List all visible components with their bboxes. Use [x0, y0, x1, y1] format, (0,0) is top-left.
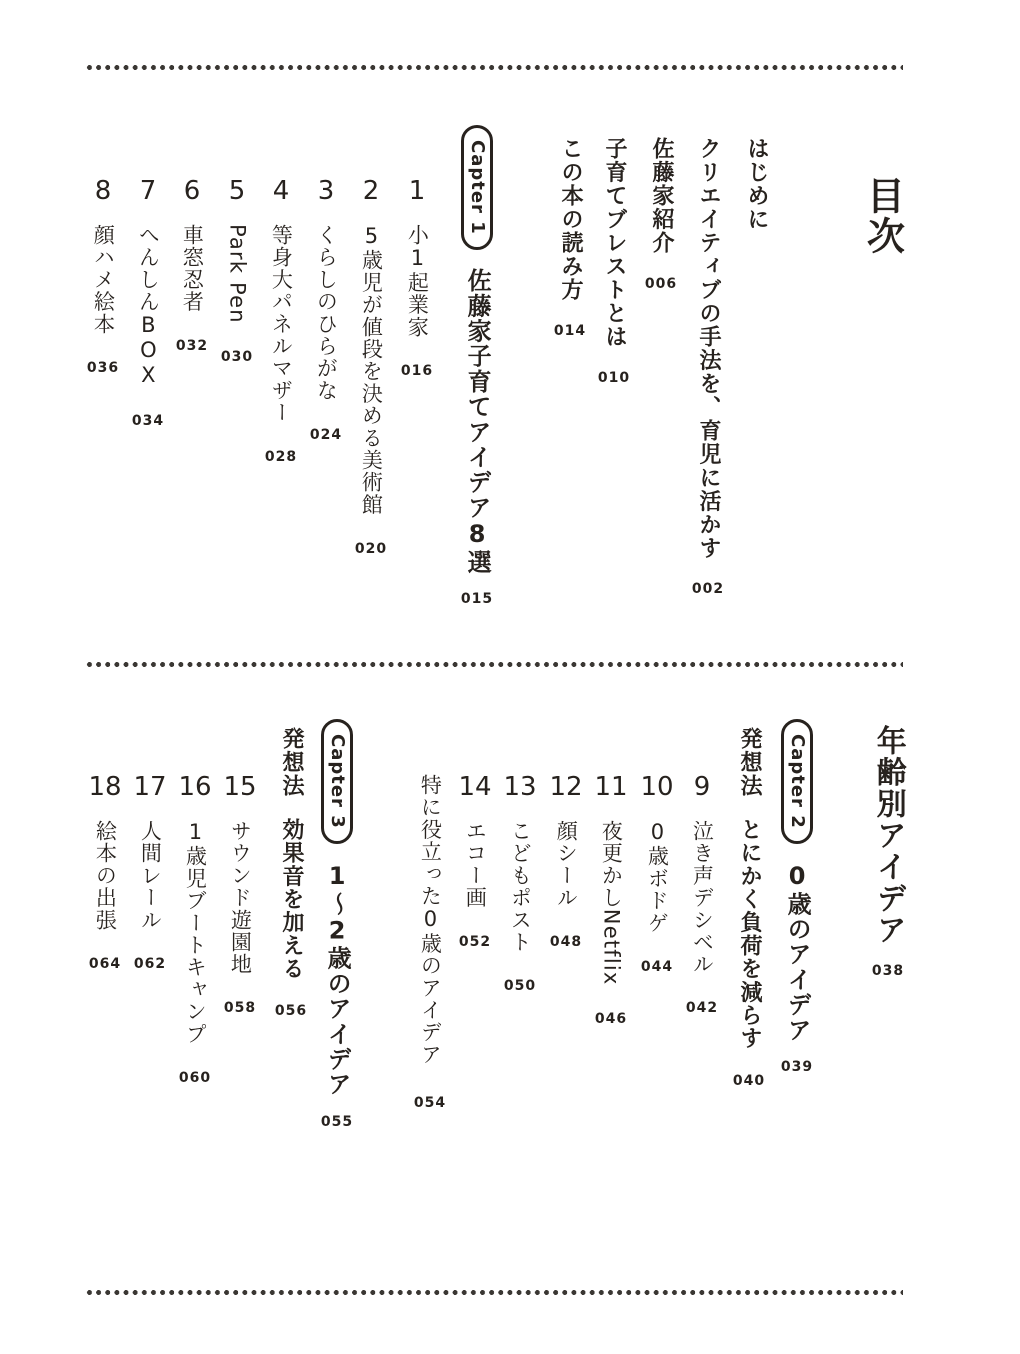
entry-title: エコー画 [463, 820, 488, 909]
entry-title: 車窓忍者 [180, 224, 205, 313]
toc-entry-6 [172, 178, 212, 353]
entry-number: 13 [503, 772, 537, 802]
part2-title-text: 年齢別アイデア [870, 725, 906, 946]
toc-entry-10 [637, 774, 677, 974]
method-label: 発想法 [278, 727, 304, 798]
toc-entry-17 [130, 774, 170, 971]
entry-number: 14 [458, 772, 492, 802]
entry-number: 5 [228, 176, 246, 206]
item-title: この本の読み方 [557, 137, 583, 302]
item-page: 010 [597, 369, 631, 386]
toc-entry-14 [455, 774, 495, 949]
entry-number: 10 [640, 772, 674, 802]
chapter2-title: 0歳のアイデア [783, 861, 812, 1043]
item-page: 002 [691, 581, 725, 597]
entry-number: 4 [272, 176, 290, 206]
chapter3-title: 1〜2歳のアイデア [323, 861, 352, 1097]
method-page: 056 [274, 1002, 308, 1019]
chapter2-highlight [411, 774, 449, 1110]
entry-number: 12 [549, 772, 583, 802]
chapter2-method [730, 727, 768, 1088]
toc-entry-3 [306, 178, 346, 442]
highlight-title: 特に役立った0歳のアイデア [418, 774, 443, 1066]
chapter3-heading [313, 719, 361, 1129]
entry-number: 6 [183, 176, 201, 206]
toc-entry-4 [261, 178, 301, 464]
entry-title: 絵本の出張 [93, 820, 118, 931]
entry-page: 032 [175, 337, 209, 354]
entry-page: 058 [223, 1000, 257, 1017]
part2-title [862, 725, 914, 978]
entry-title: 0歳ボドゲ [645, 820, 670, 934]
entry-title: 人間レール [138, 820, 163, 931]
entry-number: 3 [317, 176, 335, 206]
chapter1-title: 佐藤家子育てアイデア8選 [463, 267, 492, 575]
entry-number: 9 [693, 772, 711, 802]
chapter2-heading [773, 719, 821, 1074]
entry-number: 2 [362, 176, 380, 206]
chapter1-badge: Capter 1 [461, 125, 493, 250]
entry-page: 048 [549, 933, 583, 950]
item-title: 子育てブレストとは [601, 137, 627, 349]
entry-number: 1 [408, 176, 426, 206]
dotted-divider-top [85, 64, 903, 71]
entry-title: 顔シール [554, 820, 579, 909]
toc-entry-8 [83, 178, 123, 375]
intro-label-text: はじめに [743, 137, 769, 231]
toc-item-how-to-read [552, 137, 588, 338]
item-title: 佐藤家紹介 [648, 137, 674, 255]
entry-page: 046 [594, 1010, 628, 1027]
entry-page: 052 [458, 933, 492, 950]
entry-title: くらしのひらがな [314, 224, 339, 402]
chapter1-heading [453, 125, 501, 606]
part2-page: 038 [871, 962, 905, 979]
entry-page: 062 [133, 956, 167, 972]
entry-title: Park Pen [225, 224, 250, 324]
entry-title: 泣き声デシベル [690, 820, 715, 976]
entry-title: 5歳児が値段を決める美術館 [359, 224, 384, 516]
entry-title: 等身大パネルマザー [269, 224, 294, 424]
entry-number: 8 [94, 176, 112, 206]
chapter2-page: 039 [780, 1059, 814, 1076]
chapter1-page: 015 [460, 591, 494, 608]
toc-item-family-intro [643, 137, 679, 291]
toc-entry-18 [85, 774, 125, 971]
toc-entry-5 [217, 178, 257, 364]
entry-page: 024 [309, 426, 343, 443]
entry-page: 034 [131, 413, 165, 430]
entry-title: へんしんBOX [136, 224, 161, 389]
entry-title: 1歳児ブートキャンプ [183, 820, 208, 1045]
method-page: 040 [732, 1072, 766, 1089]
dotted-divider-bottom [85, 1289, 903, 1296]
toc-entry-7 [128, 178, 168, 428]
entry-page: 036 [86, 360, 120, 376]
intro-label [738, 137, 774, 231]
highlight-page: 054 [413, 1094, 447, 1111]
page-title [856, 176, 908, 256]
entry-number: 17 [133, 772, 167, 802]
chapter2-badge: Capter 2 [781, 719, 813, 844]
entry-number: 11 [594, 772, 628, 802]
entry-page: 028 [264, 448, 298, 465]
entry-page: 060 [178, 1070, 212, 1086]
chapter3-badge: Capter 3 [321, 719, 353, 844]
toc-entry-15 [220, 774, 260, 1015]
entry-title: こどもポスト [508, 820, 533, 954]
entry-title: 夜更かしNetflix [599, 820, 624, 986]
method-title: 効果音を加える [278, 817, 304, 980]
toc-item-intro [690, 137, 726, 596]
item-title: クリエイティブの手法を、育児に活かす [695, 137, 721, 560]
toc-entry-11 [591, 774, 631, 1026]
entry-number: 18 [88, 772, 122, 802]
toc-entry-9 [682, 774, 722, 1015]
entry-page: 020 [354, 540, 388, 557]
toc-entry-1 [397, 178, 437, 378]
toc-entry-16 [175, 774, 215, 1085]
entry-page: 016 [400, 363, 434, 379]
entry-title: サウンド遊園地 [228, 820, 253, 976]
toc-item-brainstorm [596, 137, 632, 385]
entry-number: 16 [178, 772, 212, 802]
entry-number: 15 [223, 772, 257, 802]
dotted-divider-middle [85, 661, 903, 668]
entry-title: 顔ハメ絵本 [91, 224, 116, 335]
method-title: とにかく負荷を減らす [736, 817, 762, 1050]
chapter3-method [272, 727, 310, 1018]
item-page: 014 [553, 322, 587, 339]
page-title-text: 目次 [860, 176, 905, 256]
entry-page: 030 [220, 348, 254, 365]
toc-entry-12 [546, 774, 586, 949]
entry-page: 042 [685, 1000, 719, 1017]
method-label: 発想法 [736, 727, 762, 798]
item-page: 006 [644, 275, 678, 292]
entry-title: 小1起業家 [405, 224, 430, 338]
toc-entry-13 [500, 774, 540, 993]
entry-number: 7 [139, 176, 157, 206]
entry-page: 050 [503, 978, 537, 995]
toc-entry-2 [351, 178, 391, 556]
chapter3-page: 055 [320, 1113, 354, 1130]
entry-page: 044 [640, 959, 674, 975]
entry-page: 064 [88, 956, 122, 972]
